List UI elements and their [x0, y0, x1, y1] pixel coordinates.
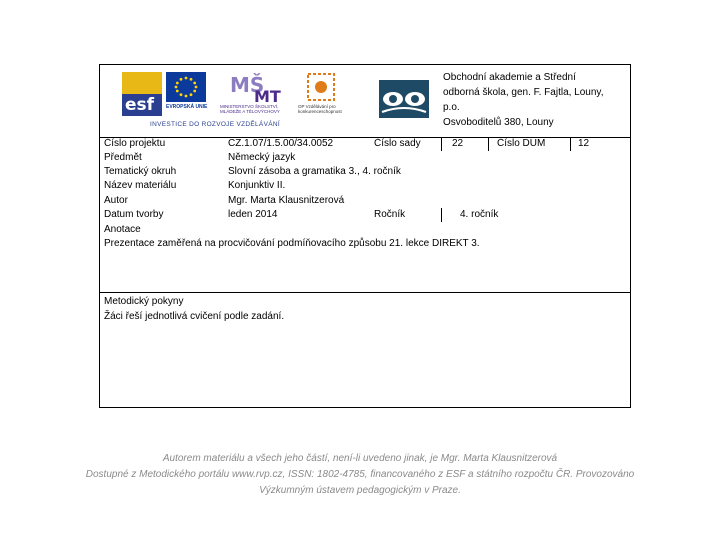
school-logo-icon: [376, 76, 432, 122]
esf-logo-strip: [120, 70, 368, 132]
label-nazev-materialu: Název materiálu: [104, 180, 177, 191]
footer-line: Výzkumným ústavem pedagogickým v Praze.: [259, 485, 461, 496]
label-cislo-dum: Číslo DUM: [497, 138, 546, 149]
invest-slogan: INVESTICE DO ROZVOJE VZDĚLÁVÁNÍ: [150, 121, 280, 128]
label-predmet: Předmět: [104, 152, 142, 163]
school-line: Obchodní akademie a Střední: [443, 72, 576, 83]
value-autor: Mgr. Marta Klausnitzerová: [228, 195, 345, 206]
label-tematicky-okruh: Tematický okruh: [104, 166, 177, 177]
metodicky-label: Metodický pokyny: [104, 296, 184, 307]
msmt-caption: MINISTERSTVO ŠKOLSTVÍ, MLÁDEŽE A TĚLOVÝCHOVY: [220, 104, 280, 114]
label-autor: Autor: [104, 195, 128, 206]
footer-line: Autorem materiálu a všech jeho částí, není-li uvedeno jinak, je Mgr. Marta Klausnitzerová: [162, 453, 558, 464]
esf-logo-icon: [122, 72, 162, 116]
table-top-border: [99, 137, 631, 138]
svg-text:esf: esf: [125, 95, 155, 115]
value-tematicky-okruh: Slovní zásoba a gramatika 3., 4. ročník: [228, 166, 401, 177]
msmt-logo-icon: [228, 70, 282, 104]
value-cislo-projektu: CZ.1.07/1.5.00/34.0052: [228, 138, 334, 149]
label-cislo-sady: Číslo sady: [374, 138, 421, 149]
cell-divider: [570, 137, 571, 151]
svg-text:MŠ: MŠ: [230, 73, 265, 97]
anotace-label: Anotace: [104, 224, 141, 235]
school-line: odborná škola, gen. F. Fajtla, Louny,: [443, 87, 604, 98]
footer-credits: [40, 451, 680, 499]
value-rocnik: 4. ročník: [460, 209, 499, 220]
school-line: Osvoboditelů 380, Louny: [443, 117, 554, 128]
anotace-text: Prezentace zaměřená na procvičování podmíňovacího způsobu 21. lekce DIREKT 3.: [104, 238, 480, 249]
op-vk-caption: OP Vzdělávání pro konkurenceschopnost: [298, 104, 342, 114]
cell-divider: [441, 137, 442, 151]
cell-divider: [441, 208, 442, 222]
op-vk-logo-icon: [306, 72, 336, 102]
svg-text:MT: MT: [254, 87, 281, 104]
footer-line: Dostupné z Metodického portálu www.rvp.cz, ISSN: 1802-4785, financovaného z ESF a státního rozpočtu ČR. Provozováno: [85, 469, 635, 480]
cell-divider: [488, 137, 489, 151]
value-datum-tvorby: leden 2014: [228, 209, 278, 220]
label-rocnik: Ročník: [374, 209, 406, 220]
value-predmet: Německý jazyk: [228, 152, 296, 163]
metodicky-text: Žáci řeší jednotlivá cvičení podle zadání.: [104, 311, 285, 322]
value-nazev-materialu: Konjunktiv II.: [228, 180, 286, 191]
eu-caption: EVROPSKÁ UNIE: [166, 104, 208, 110]
school-line: p.o.: [443, 102, 460, 113]
school-address: [443, 70, 628, 130]
eu-flag-icon: [166, 72, 206, 102]
section-divider: [99, 292, 631, 293]
label-cislo-projektu: Číslo projektu: [104, 138, 166, 149]
label-datum-tvorby: Datum tvorby: [104, 209, 164, 220]
value-cislo-dum: 12: [578, 138, 590, 149]
value-cislo-sady: 22: [452, 138, 464, 149]
